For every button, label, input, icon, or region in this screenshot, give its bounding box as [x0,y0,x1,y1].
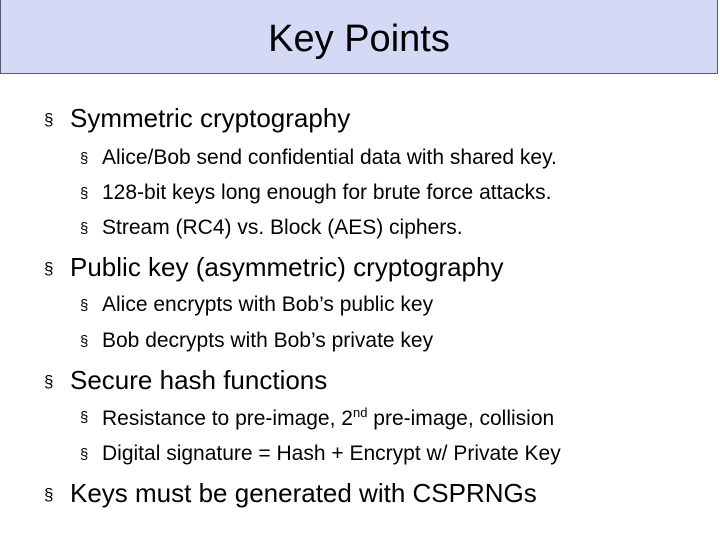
preimage-text-after: pre-image, collision [367,407,555,430]
square-bullet-icon: § [80,185,89,202]
section-heading: Secure hash functions [70,365,328,395]
square-bullet-icon: § [44,259,54,278]
list-item-text: Digital signature = Hash + Encrypt w/ Private Key [102,442,561,465]
square-bullet-icon: § [44,372,54,391]
slide-title: Key Points [268,17,450,60]
list-item-text: Alice/Bob send confidential data with shared key. [102,146,557,169]
list-item-text: Stream (RC4) vs. Block (AES) ciphers. [102,216,463,239]
list-item-text: Alice encrypts with Bob’s public key [102,293,434,316]
superscript-nd: nd [352,405,368,420]
square-bullet-icon: § [44,110,54,129]
list-item-text: Bob decrypts with Bob’s private key [102,329,434,352]
square-bullet-icon: § [80,220,89,237]
section-heading: Symmetric cryptography [70,103,351,133]
square-bullet-icon: § [44,485,54,504]
square-bullet-icon: § [80,333,89,350]
square-bullet-icon: § [80,446,89,463]
section-heading: Keys must be generated with CSPRNGs [70,478,537,508]
section-heading: Public key (asymmetric) cryptography [70,252,504,282]
list-item-text: 128-bit keys long enough for brute force attacks. [102,181,552,204]
square-bullet-icon: § [80,297,89,314]
list-item-text [102,405,554,431]
square-bullet-icon: § [80,150,89,167]
square-bullet-icon: § [80,409,89,426]
preimage-text-before: Resistance to pre-image, 2 [102,407,353,430]
